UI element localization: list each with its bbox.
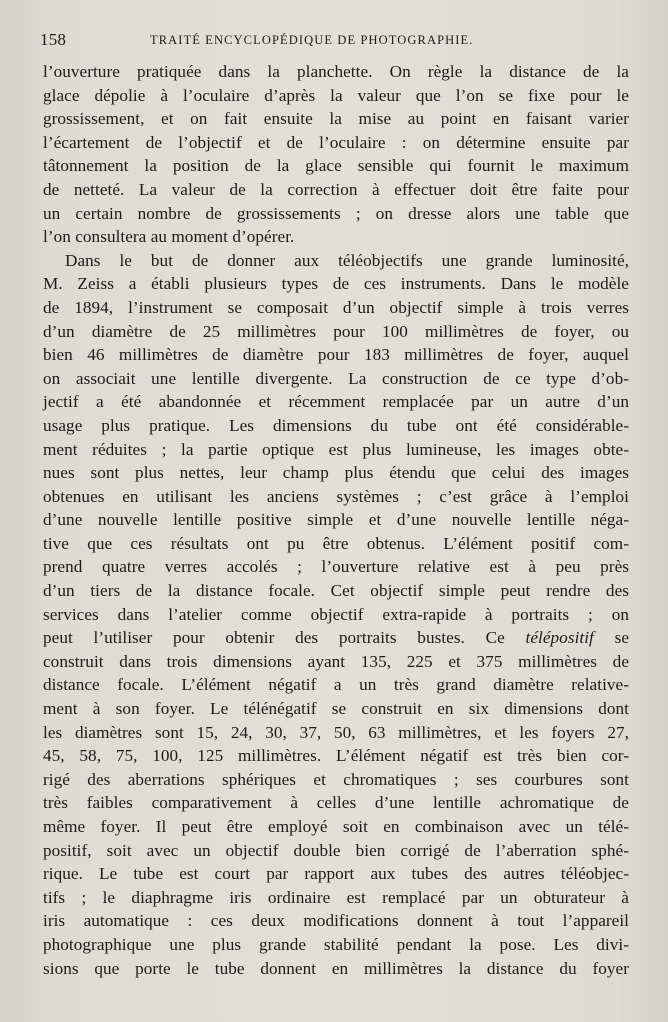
text-line: d’un tiers de la distance focale. Cet objectif simple peut rendre des — [43, 581, 629, 601]
text-line: nues sont plus nettes, leur champ plus étendu que celui des images — [43, 463, 629, 483]
text-line: prend quatre verres accolés ; l’ouverture relative est à peu près — [43, 557, 629, 577]
page-header — [40, 30, 628, 54]
text-line: ment à son foyer. Le télénégatif se construit en six dimensions dont — [43, 699, 629, 719]
text-line: de 1894, l’instrument se composait d’un objectif simple à trois verres — [43, 297, 629, 317]
text-line: tifs ; le diaphragme iris ordinaire est remplacé par un obturateur à — [43, 887, 629, 907]
text-line: photographique une plus grande stabilité pendant la pose. Les divi- — [43, 934, 629, 954]
text-line: l’écartement de l’objectif et de l’oculaire : on détermine ensuite par — [43, 132, 629, 152]
text-line: très faibles comparativement à celles d’une lentille achromatique de — [43, 793, 629, 813]
body-text — [43, 60, 629, 980]
text-line: rigé des aberrations sphériques et chromatiques ; ses courbures sont — [43, 769, 629, 789]
text-line: usage plus pratique. Les dimensions du tube ont été considérable- — [43, 415, 629, 435]
text-line: distance focale. L’élément négatif a un très grand diamètre relative- — [43, 675, 629, 695]
text-line: iris automatique : ces deux modifications donnent à tout l’appareil — [43, 911, 629, 931]
text-segment: peut l’utiliser pour obtenir des portraits bustes. Ce — [43, 628, 526, 648]
text-line: obtenues en utilisant les anciens systèmes ; c’est grâce à l’emploi — [43, 486, 629, 506]
text-line: d’un diamètre de 25 millimètres pour 100 millimètres de foyer, ou — [43, 321, 629, 341]
text-line: glace dépolie à l’oculaire d’après la valeur que l’on se fixe pour le — [43, 85, 629, 105]
text-line: 45, 58, 75, 100, 125 millimètres. L’élément négatif est très bien cor- — [43, 746, 629, 766]
paragraph-1 — [43, 60, 629, 249]
text-line: jectif a été abandonnée et récemment remplacée par un autre d’un — [43, 392, 629, 412]
text-line: tâtonnement la position de la glace sensible qui fournit le maximum — [43, 156, 629, 176]
paragraph-2 — [43, 249, 629, 980]
text-line: services dans l’atelier comme objectif extra-rapide à portraits ; on — [43, 604, 629, 624]
page-number: 158 — [40, 30, 67, 49]
text-line: on associait une lentille divergente. La construction de ce type d’ob- — [43, 368, 629, 388]
text-line: construit dans trois dimensions ayant 135, 225 et 375 millimètres de — [43, 651, 629, 671]
text-line: rique. Le tube est court par rapport aux tubes des autres téléobjec- — [43, 864, 629, 884]
text-line: d’une nouvelle lentille positive simple et d’une nouvelle lentille néga- — [43, 510, 629, 530]
text-segment: se — [593, 628, 630, 648]
italic-term: télépositif — [525, 628, 594, 648]
text-line: ment réduites ; la partie optique est plus lumineuse, les images obte- — [43, 439, 629, 459]
text-line: M. Zeiss a établi plusieurs types de ces instruments. Dans le modèle — [43, 274, 629, 294]
text-line: tive que ces résultats ont pu être obtenus. L’élément positif com- — [43, 533, 629, 553]
text-line: sions que porte le tube donnent en millimètres la distance du foyer — [43, 958, 629, 978]
text-line: même foyer. Il peut être employé soit en combinaison avec un télé- — [43, 817, 629, 836]
text-line: l’ouverture pratiquée dans la planchette. On règle la distance de la — [43, 62, 629, 81]
text-line: Dans le but de donner aux téléobjectifs une grande luminosité, — [65, 250, 629, 270]
text-line: positif, soit avec un objectif double bien corrigé de l’aberration sphé- — [43, 840, 629, 860]
text-line — [43, 626, 629, 650]
text-line: l’on consultera au moment d’opérer. — [43, 227, 295, 247]
text-line: les diamètres sont 15, 24, 30, 37, 50, 63 millimètres, et les foyers 27, — [43, 722, 629, 742]
running-title: TRAITÉ ENCYCLOPÉDIQUE DE PHOTOGRAPHIE. — [150, 33, 474, 47]
text-line: grossissement, et on fait ensuite la mise au point en faisant varier — [43, 109, 629, 129]
text-line: de netteté. La valeur de la correction à effectuer doit être faite pour — [43, 179, 629, 199]
text-line: un certain nombre de grossissements ; on dresse alors une table que — [43, 203, 629, 223]
text-line: bien 46 millimètres de diamètre pour 183 millimètres de foyer, auquel — [43, 345, 629, 365]
